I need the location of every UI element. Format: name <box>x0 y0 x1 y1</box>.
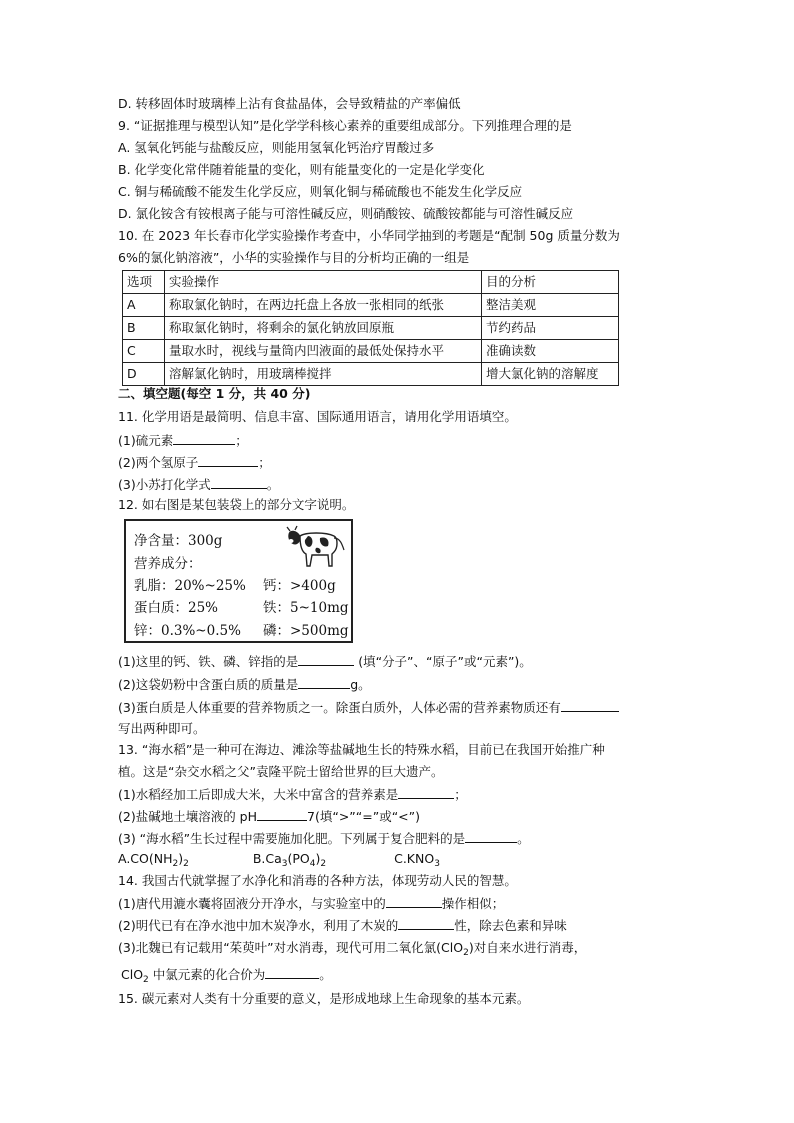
q11-stem: 11. 化学用语是最简明、信息丰富、国际通用语言，请用化学用语填空。 <box>118 409 517 424</box>
iron-content: 铁：5~10mg <box>263 600 349 616</box>
part-text: (2)这袋奶粉中含蛋白质的质量是 <box>118 677 299 692</box>
part-text: ClO <box>121 967 144 982</box>
part-text: (3)蛋白质是人体重要的营养物质之一。除蛋白质外，人体必需的营养素物质还有 <box>118 700 561 715</box>
part-text: ； <box>258 455 271 470</box>
q12-part3-cont: 写出两种即可。 <box>118 721 206 736</box>
table-cell: 增大氯化钠的溶解度 <box>482 363 619 386</box>
q8-option-d: D. 转移固体时玻璃棒上沾有食盐晶体，会导致精盐的产率偏低 <box>118 96 461 111</box>
cow-icon <box>286 524 348 570</box>
answer-blank[interactable] <box>465 830 517 843</box>
section-heading: 二、填空题(每空 1 分，共 40 分) <box>118 386 311 401</box>
part-text: 性，除去色素和异味 <box>454 918 567 933</box>
q13-part1 <box>118 786 467 803</box>
table-header-cell: 实验操作 <box>165 271 482 294</box>
answer-blank[interactable] <box>298 676 350 689</box>
table-cell: A <box>123 294 165 317</box>
q14-part3-cont <box>121 966 332 983</box>
table-cell: 量取水时，视线与量筒内凹液面的最低处保持水平 <box>165 340 482 363</box>
q12-part3 <box>118 699 619 716</box>
q13-stem-line2: 植。这是“杂交水稻之父”袁隆平院士留给世界的巨大遗产。 <box>118 764 444 779</box>
table-cell: D <box>123 363 165 386</box>
option-c: $C.KNO_3$ <box>394 851 440 869</box>
q14-part3 <box>118 940 586 956</box>
q13-part2 <box>118 808 420 825</box>
part-text: (2)明代已有在净水池中加木炭净水，利用了木炭的 <box>118 918 399 933</box>
subscript: 2 <box>143 975 149 985</box>
part-text: 操作相似； <box>441 896 505 911</box>
q14-part1 <box>118 895 504 912</box>
fat-content: 乳脂：20%~25% <box>134 578 246 594</box>
option-b: $B.Ca_3(PO_4)_2$ <box>252 851 327 869</box>
part-text: 。 <box>319 967 332 982</box>
phosphorus-content: 磷：>500mg <box>263 623 349 639</box>
option-a: $A.CO(NH_2)_2$ <box>118 851 189 869</box>
answer-blank[interactable] <box>398 786 454 799</box>
part-text: )对自来水进行消毒， <box>468 940 587 955</box>
part-text: (1)这里的钙、铁、磷、锌指的是 <box>118 654 299 669</box>
table-row <box>123 294 619 317</box>
q9-option-b: B. 化学变化常伴随着能量的变化，则有能量变化的一定是化学变化 <box>118 162 485 177</box>
q9-option-c: C. 铜与稀硫酸不能发生化学反应，则氧化铜与稀硫酸也不能发生化学反应 <box>118 184 523 199</box>
q12-part1 <box>118 653 532 670</box>
part-text: 中氯元素的化合价为 <box>148 967 266 982</box>
q15-stem: 15. 碳元素对人类有十分重要的意义，是形成地球上生命现象的基本元素。 <box>118 991 530 1006</box>
q13-part3 <box>118 830 530 847</box>
part-text: (填“分子”、“原子”或“元素”)。 <box>358 654 532 669</box>
table-row <box>123 340 619 363</box>
zinc-content: 锌：0.3%~0.5% <box>134 623 241 639</box>
part-text: (3)小苏打化学式 <box>118 477 211 492</box>
part-text: (2)盐碱地土壤溶液的 pH <box>118 809 258 824</box>
q11-part1 <box>118 432 248 449</box>
calcium-content: 钙：>400g <box>263 578 336 594</box>
part-text: ； <box>235 433 248 448</box>
table-cell: 称取氯化钠时，将剩余的氯化钠放回原瓶 <box>165 317 482 340</box>
table-row <box>123 317 619 340</box>
table-cell: 溶解氯化钠时，用玻璃棒搅拌 <box>165 363 482 386</box>
part-text: (2)两个氢原子 <box>118 455 199 470</box>
q13-stem-line1: 13. “海水稻”是一种可在海边、滩涂等盐碱地生长的特殊水稻，目前已在我国开始推广种 <box>118 742 605 757</box>
table-header-row <box>123 271 619 294</box>
q12-part2 <box>118 676 371 693</box>
part-text: (3) “海水稻”生长过程中需要施加化肥。下列属于复合肥料的是 <box>118 831 466 846</box>
q11-part3 <box>118 476 279 493</box>
q11-part2 <box>118 454 271 471</box>
q13-options <box>118 851 440 867</box>
table-header-cell: 目的分析 <box>482 271 619 294</box>
part-text: ； <box>454 787 467 802</box>
part-text: (1)水稻经加工后即成大米，大米中富含的营养素是 <box>118 787 399 802</box>
q12-stem: 12. 如右图是某包装袋上的部分文字说明。 <box>118 497 355 512</box>
q10-stem-line1: 10. 在 2023 年长春市化学实验操作考查中，小华同学抽到的考题是“配制 50g 质量分数为 <box>118 228 620 243</box>
table-cell: 准确读数 <box>482 340 619 363</box>
q14-stem: 14. 我国古代就掌握了水净化和消毒的各种方法，体现劳动人民的智慧。 <box>118 873 517 888</box>
table-header-cell: 选项 <box>123 271 165 294</box>
package-label <box>124 519 353 643</box>
q9-option-a: A. 氢氧化钙能与盐酸反应，则能用氢氧化钙治疗胃酸过多 <box>118 140 435 155</box>
answer-blank[interactable] <box>265 966 319 979</box>
part-text: 。 <box>266 477 280 492</box>
table-cell: 整洁美观 <box>482 294 619 317</box>
q10-stem-line2: 6%的氯化钠溶液”，小华的实验操作与目的分析均正确的一组是 <box>118 250 470 265</box>
q14-part2 <box>118 917 567 934</box>
answer-blank[interactable] <box>173 432 235 445</box>
table-row <box>123 363 619 386</box>
answer-blank[interactable] <box>398 917 454 930</box>
q9-stem: 9. “证据推理与模型认知”是化学学科核心素养的重要组成部分。下列推理合理的是 <box>118 118 572 133</box>
protein-content: 蛋白质：25% <box>134 600 219 616</box>
nutrition-heading: 营养成分： <box>134 556 202 572</box>
table-cell: 称取氯化钠时，在两边托盘上各放一张相同的纸张 <box>165 294 482 317</box>
table-cell: C <box>123 340 165 363</box>
part-text: (3)北魏已有记载用“茱萸叶”对水消毒，现代可用二氧化氯(ClO <box>118 940 464 955</box>
table-cell: 节约药品 <box>482 317 619 340</box>
answer-blank[interactable] <box>561 699 619 712</box>
q9-option-d: D. 氯化铵含有铵根离子能与可溶性碱反应，则硝酸铵、硫酸铵都能与可溶性碱反应 <box>118 206 574 221</box>
answer-blank[interactable] <box>257 808 307 821</box>
subscript: 2 <box>463 948 469 958</box>
part-text: g。 <box>350 677 371 692</box>
part-text: 7(填“>”“=”或“<”) <box>307 809 420 824</box>
answer-blank[interactable] <box>386 895 442 908</box>
table-cell: B <box>123 317 165 340</box>
part-text: (1)硫元素 <box>118 433 174 448</box>
q10-table <box>122 270 619 386</box>
part-text: 。 <box>517 831 530 846</box>
part-text: (1)唐代用漉水囊将固液分开净水，与实验室中的 <box>118 896 386 911</box>
answer-blank[interactable] <box>198 454 258 467</box>
answer-blank[interactable] <box>298 653 354 666</box>
net-content: 净含量：300g <box>134 533 223 549</box>
answer-blank[interactable] <box>211 476 267 489</box>
